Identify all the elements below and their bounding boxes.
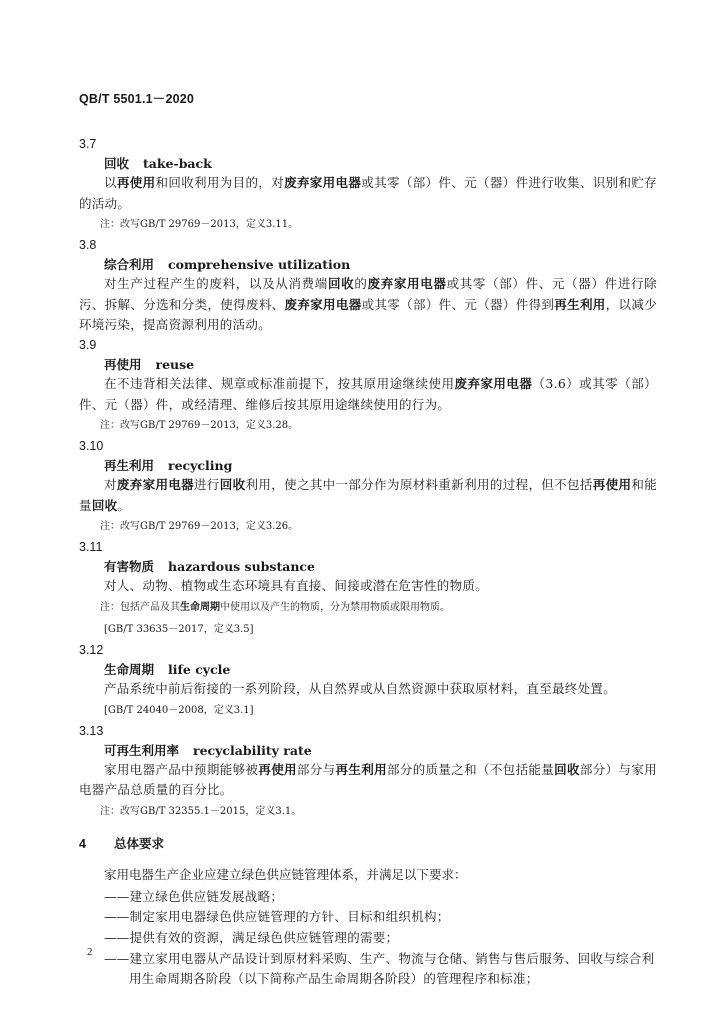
- term-english: recyclability rate: [193, 742, 312, 758]
- term-chinese: 有害物质: [104, 559, 155, 575]
- term-heading: [104, 741, 657, 760]
- text-run: 部分的质量之和（不包括能量: [386, 761, 555, 777]
- bold-term: 再使用: [258, 761, 297, 777]
- clause-number: 3.10: [79, 439, 104, 454]
- term-source: [GB/T 24040－2008，定义3.1]: [104, 704, 254, 716]
- clause-number: 3.11: [79, 540, 103, 555]
- text-run: 进行: [194, 477, 220, 493]
- bold-term: 再使用: [592, 477, 632, 493]
- term-heading: [104, 355, 657, 374]
- text-run: 家用电器产品中预期能够被: [104, 761, 259, 777]
- term-source: [GB/T 33635－2017，定义3.5]: [104, 623, 254, 635]
- text-run: 以: [104, 175, 117, 190]
- text-run: 产品系统中前后衔接的一系列阶段，从自然界或从自然资源中获取原材料，直至最终处置。: [104, 680, 617, 696]
- term-chinese: 再生利用: [104, 458, 155, 474]
- term-chinese: 再使用: [104, 356, 142, 372]
- bold-term: 废弃家用电器: [284, 175, 362, 190]
- clause-number: 3.7: [79, 137, 97, 151]
- text-run: 或其零（部）件、元（器）件进行收集、识别和贮存的活动。: [79, 175, 657, 211]
- chapter-intro: 家用电器生产企业应建立绿色供应链管理体系，并满足以下要求：: [104, 866, 467, 882]
- list-item: ——制定家用电器绿色供应链管理的方针、目标和组织机构；: [104, 909, 450, 925]
- term-english: comprehensive utilization: [168, 257, 351, 273]
- chapter-number: 4: [79, 836, 86, 851]
- text-run: 部分与: [296, 761, 336, 777]
- bold-term: 回收: [219, 477, 246, 493]
- term-definition: [79, 274, 657, 336]
- page-number: 2: [87, 946, 93, 958]
- bold-term: 废弃家用电器: [116, 477, 195, 493]
- term-definition: [79, 173, 657, 214]
- term-note: [100, 597, 657, 619]
- term-definition: [79, 760, 657, 801]
- term-heading: [104, 255, 657, 274]
- term-entry: [79, 236, 657, 336]
- text-run: （3.6）或其零（部）件、元（器）件，或经清理、维修后按其原用途继续使用的行为。: [79, 375, 657, 412]
- term-note: 注：改写GB/T 29769－2013，定义3.11。: [100, 219, 299, 231]
- text-run: 的: [354, 276, 368, 292]
- document-body: [79, 135, 657, 990]
- term-chinese: 可再生利用率: [104, 742, 180, 758]
- term-note: 注：改写GB/T 29769－2013，定义3.28。: [100, 420, 299, 432]
- bold-term: 废弃家用电器: [367, 276, 447, 292]
- list-item: ——建立家用电器从产品设计到原材料采购、生产、物流与仓储、销售与售后服务、回收与综合利用生命周期各阶段（以下简称产品生命周期各阶段）的管理程序和标准；: [104, 950, 655, 987]
- clause-number: 3.13: [79, 723, 104, 738]
- term-english: reuse: [155, 356, 195, 372]
- term-definition: [79, 679, 657, 700]
- term-note: 注：改写GB/T 32355.1－2015，定义3.1。: [100, 805, 302, 817]
- text-run: 中使用以及产生的物质，分为禁用物质或限用物质。: [220, 601, 450, 613]
- text-run: 。: [117, 497, 131, 513]
- term-english: recycling: [168, 458, 233, 474]
- term-entry: [79, 538, 657, 641]
- bold-term: 废弃家用电器: [454, 375, 533, 391]
- bold-term: 再生利用: [335, 761, 387, 777]
- bold-term: 废弃家用电器: [284, 296, 362, 312]
- bold-term: 回收: [327, 276, 355, 292]
- text-run: 和能量: [79, 477, 658, 513]
- term-entry: [79, 437, 657, 538]
- term-definition: [79, 475, 657, 516]
- text-run: 对人、动物、植物或生态环境具有直接、间接或潜在危害性的物质。: [104, 578, 489, 594]
- term-english: life cycle: [168, 661, 231, 677]
- term-entry: [79, 641, 657, 722]
- list-item: ——建立绿色供应链发展战略；: [104, 888, 284, 904]
- text-run: 利用，使之其中一部分作为原材料重新利用的过程，但不包括: [245, 477, 593, 493]
- clause-number: 3.12: [79, 642, 104, 657]
- bold-term: 生命周期: [180, 601, 220, 613]
- term-entry: [79, 336, 657, 437]
- term-chinese: 综合利用: [104, 257, 155, 273]
- term-english: take-back: [143, 156, 212, 171]
- text-run: 注：包括产品及其: [100, 601, 180, 613]
- term-note: 注：改写GB/T 29769－2013，定义3.26。: [100, 521, 299, 533]
- list-item: ——提供有效的资源，满足绿色供应链管理的需要；: [104, 929, 399, 945]
- standard-code: QB/T 5501.1－2020: [79, 92, 195, 106]
- text-run: 对生产过程产生的废料，以及从消费端: [104, 276, 328, 292]
- term-chinese: 回收: [104, 156, 130, 171]
- term-entry: [79, 135, 657, 236]
- clause-number: 3.8: [79, 238, 97, 253]
- text-run: 和回收利用为目的，对: [155, 175, 285, 190]
- bold-term: 回收: [554, 761, 580, 777]
- text-run: 或其零（部）件、元（器）件进行除污、拆解、分选和分类，使得废料、: [79, 276, 657, 312]
- term-heading: [104, 557, 657, 576]
- chapter-heading: [79, 833, 657, 855]
- term-chinese: 生命周期: [104, 661, 155, 677]
- text-run: 对: [104, 477, 117, 493]
- text-run: 或其零（部）件、元（器）件得到: [361, 296, 555, 312]
- term-heading: [104, 456, 657, 475]
- term-english: hazardous substance: [168, 559, 315, 575]
- term-definition: [79, 576, 657, 597]
- bold-term: 回收: [91, 497, 118, 513]
- text-run: 部分）与家用电器产品总质量的百分比。: [79, 761, 658, 798]
- chapter-title: 总体要求: [113, 836, 164, 851]
- text-run: ，以减少环境污染，提高资源利用的活动。: [79, 296, 657, 333]
- term-heading: [104, 660, 657, 679]
- bold-term: 再生利用: [554, 296, 606, 312]
- term-heading: [104, 154, 657, 173]
- text-run: 在不违背相关法律、规章或标准前提下，按其原用途继续使用: [104, 375, 455, 391]
- term-definition: [79, 374, 657, 415]
- clause-number: 3.9: [79, 337, 97, 352]
- term-entry: [79, 722, 657, 823]
- bold-term: 再使用: [116, 175, 156, 190]
